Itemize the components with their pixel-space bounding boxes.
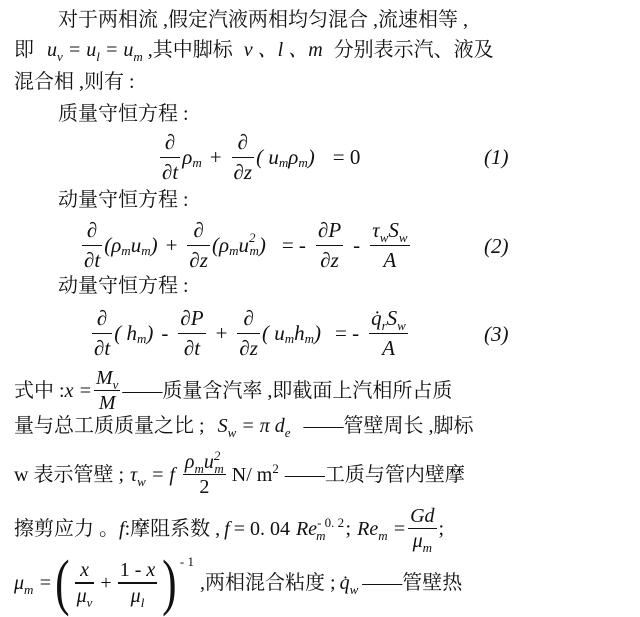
- defs-line5-end: ——管壁热: [362, 572, 463, 594]
- para1-line2-pre: 即: [14, 39, 34, 61]
- defs-line5-post: ,两相混合粘度 ;: [200, 572, 336, 594]
- eq1-number: (1): [484, 145, 509, 169]
- para1-line2-mid: ,其中脚标: [147, 39, 233, 61]
- defs-line3-pre: w 表示管壁 ;: [14, 463, 124, 486]
- defs-line4-val: = 0. 04: [233, 517, 290, 540]
- defs-line3-post: ——工质与管内壁摩: [284, 463, 465, 486]
- defs-line1-post: ——质量含汽率 ,即截面上汽相所占质: [122, 379, 453, 402]
- eq1-body: $\frac{\partial}{\partial t}$ ρ m + $\frac{\partial}{\partial z}$ ( u m ρ m ) = 0: [162, 130, 361, 185]
- defs-line4-pre: 擦剪应力 。: [14, 517, 119, 540]
- defs-line3: w 表示管壁 ; $\tau_w = f$ $\frac{\rho_mu^2_m}{2}$ N/ $m^2$ ——工质与管内壁摩: [14, 448, 465, 499]
- para1-line2: [14, 39, 494, 64]
- defs-line4: 擦剪应力 。 f :摩阻系数 , f = 0. 04 $Re^{- 0. 2}_m$ ; $Re_m$ = $\frac{Gd}{\mu_m}$ ;: [14, 505, 445, 556]
- eq1-heading: 质量守恒方程 :: [58, 103, 189, 125]
- para1-line3: 混合相 ,则有 :: [14, 71, 135, 93]
- defs-line2-pre: 量与总工质质量之比 ;: [14, 415, 205, 437]
- defs-line5: $\mu_m$ = ( $\frac{x}{\mu_v}$ + $\frac{1 - x}{\mu_l}$ ) - 1 ,两相混合粘度 ; $q̇_w$ ——管壁热: [14, 549, 463, 617]
- para1-line2-post: 分别表示汽、液及: [333, 39, 494, 61]
- defs-line2-post: ——管壁周长 ,脚标: [303, 415, 474, 437]
- eq2-body: $\frac{\partial}{\partial t}$ (ρ m u m ) + $\frac{\partial}{\partial z}$ (ρ m u 2 m ) = - $\frac{\partial P}{\partial z}$ - $\frac{\tau_wS_w}{A}$: [84, 218, 408, 273]
- eq2-number: (2): [484, 234, 509, 258]
- defs-line1-pre: 式中 :: [14, 379, 65, 402]
- eq1-rhs: = 0: [332, 145, 361, 170]
- defs-line2: 量与总工质质量之比 ; $S_w = \pi$ $d_e$ ——管壁周长 ,脚标: [14, 415, 474, 440]
- eq3-number: (3): [484, 322, 509, 346]
- defs-unit: N/ m: [231, 463, 273, 486]
- velocity-equality: $u_v = u_l = u_m$: [47, 39, 143, 64]
- eq2-heading: 动量守恒方程 :: [58, 189, 189, 211]
- defs-line1: 式中 : x = $\frac{M_v}{M}$ ——质量含汽率 ,即截面上汽相所占质: [14, 367, 453, 415]
- eq3-heading: 动量守恒方程 :: [58, 275, 189, 297]
- para1-line1: 对于两相流 ,假定汽液两相均匀混合 ,流速相等 ,: [58, 9, 468, 31]
- subscript-list: v 、l 、m: [243, 39, 323, 61]
- defs-line4-mid: :摩阻系数 ,: [124, 517, 221, 540]
- eq3-body: $\frac{\partial}{\partial t}$ ( h m ) - $\frac{\partial P}{\partial t}$ + $\frac{\partial}{\partial z}$ ( u m h m ) = - $\frac{q̇_rS_w}{A}$: [94, 306, 406, 361]
